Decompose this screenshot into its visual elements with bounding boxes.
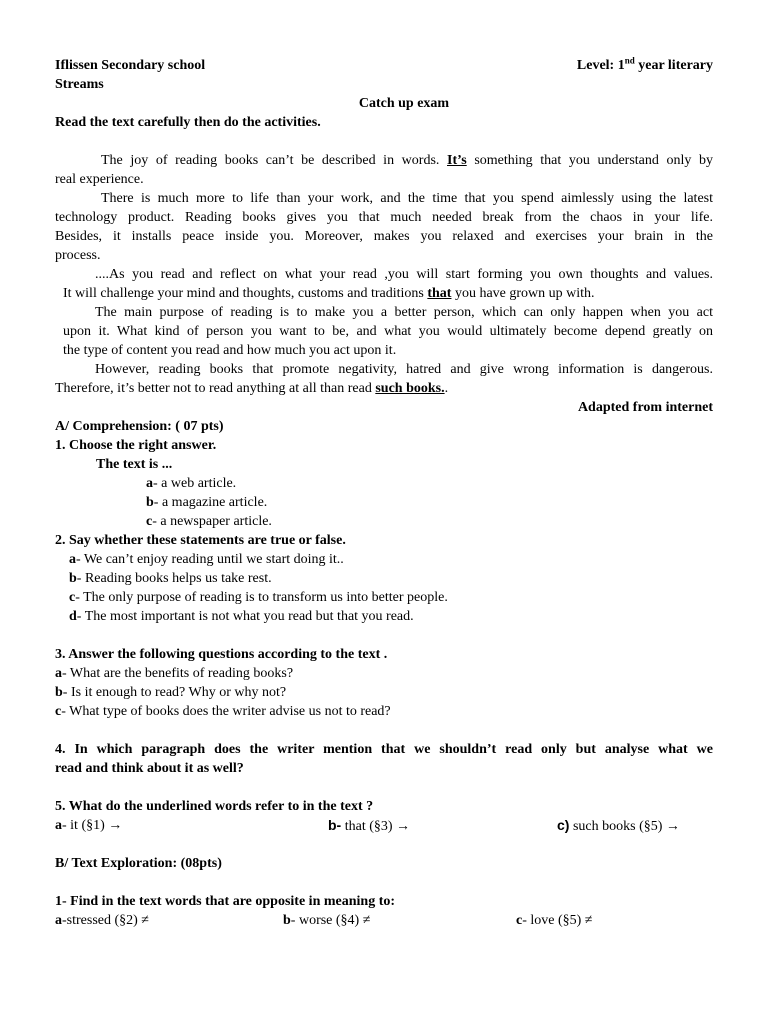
q1-stem: The text is ... [96,457,173,472]
text-p2-line3: Besides, it installs peace inside you. Moreover, makes you relaxed and exercises your brain in the [55,229,713,244]
school-name: Iflissen Secondary school [55,58,206,73]
q5-item-a: a- it (§1) → [55,818,123,833]
text-p2-line2: technology product. Reading books gives you that much needed break from the chaos in your life. [55,210,713,225]
underlined-it: It’s [447,153,467,168]
text-p4-line2: upon it. What kind of person you want to be, and what you would ultimately become depend greatly on [63,324,713,339]
header-line [55,56,713,75]
underlined-such-books: such books. [375,381,445,396]
text-p4-line1: The main purpose of reading is to make you a better person, which can only happen when you act [95,305,713,320]
section-a-title: A/ Comprehension: ( 07 pts) [55,419,224,434]
text-source: Adapted from internet [577,400,713,415]
streams-label: Streams [55,77,104,92]
q3-item-b: b- Is it enough to read? Why or why not? [55,685,287,700]
q2-item-d: d- The most important is not what you read but that you read. [69,609,414,624]
section-b-title: B/ Text Exploration: (08pts) [55,856,222,871]
b-q1-item-c: c- love (§5) ≠ [516,913,593,928]
q2-item-b: b- Reading books helps us take rest. [69,571,272,586]
text-p1-line2: real experience. [55,172,144,187]
q3-item-c: c- What type of books does the writer advise us not to read? [55,704,391,719]
q1-option-b: b- a magazine article. [146,495,268,510]
b-q1-items [55,911,713,930]
level-label: Level: 1nd year literary [576,55,713,73]
text-p3-line2: It will challenge your mind and thoughts, customs and traditions that you have grown up with. [63,286,595,301]
text-p5-line2: Therefore, it’s better not to read anything at all than read such books.. [55,381,449,396]
text-p3-line1: ....As you read and reflect on what your read ,you will start forming you own thoughts and values. [95,267,713,282]
q4-line1: 4. In which paragraph does the writer mention that we shouldn’t read only but analyse what we [55,742,713,757]
instruction: Read the text carefully then do the activities. [55,115,321,130]
b-q1-title: 1- Find in the text words that are opposite in meaning to: [55,894,396,909]
q3-title: 3. Answer the following questions according to the text . [55,647,388,662]
text-p2-line1: There is much more to life than your work, and the time that you spend aimlessly using the latest [101,191,713,206]
q1-title: 1. Choose the right answer. [55,438,217,453]
q5-items [55,816,713,835]
exam-title: Catch up exam [358,96,450,111]
q2-item-c: c- The only purpose of reading is to transform us into better people. [69,590,448,605]
text-p2-line4: process. [55,248,101,263]
q2-item-a: a- We can’t enjoy reading until we start doing it.. [69,552,344,567]
text-p1-line1: The joy of reading books can’t be described in words. It’s something that you understand only by [101,153,713,168]
q4-line2: read and think about it as well? [55,761,244,776]
underlined-that: that [427,286,452,301]
q2-title: 2. Say whether these statements are true or false. [55,533,346,548]
q1-option-c: c- a newspaper article. [146,514,272,529]
b-q1-item-b: b- worse (§4) ≠ [283,913,371,928]
b-q1-item-a: a-stressed (§2) ≠ [55,913,149,928]
q5-item-c: c) such books (§5) → [557,817,680,834]
q3-item-a: a- What are the benefits of reading books? [55,666,294,681]
text-p5-line1: However, reading books that promote negativity, hatred and give wrong information is dangerous. [95,362,713,377]
text-p4-line3: the type of content you read and how much you act upon it. [63,343,397,358]
q5-item-b: b- that (§3) → [328,817,411,834]
q1-option-a: a- a web article. [146,476,237,491]
q5-title: 5. What do the underlined words refer to in the text ? [55,799,374,814]
